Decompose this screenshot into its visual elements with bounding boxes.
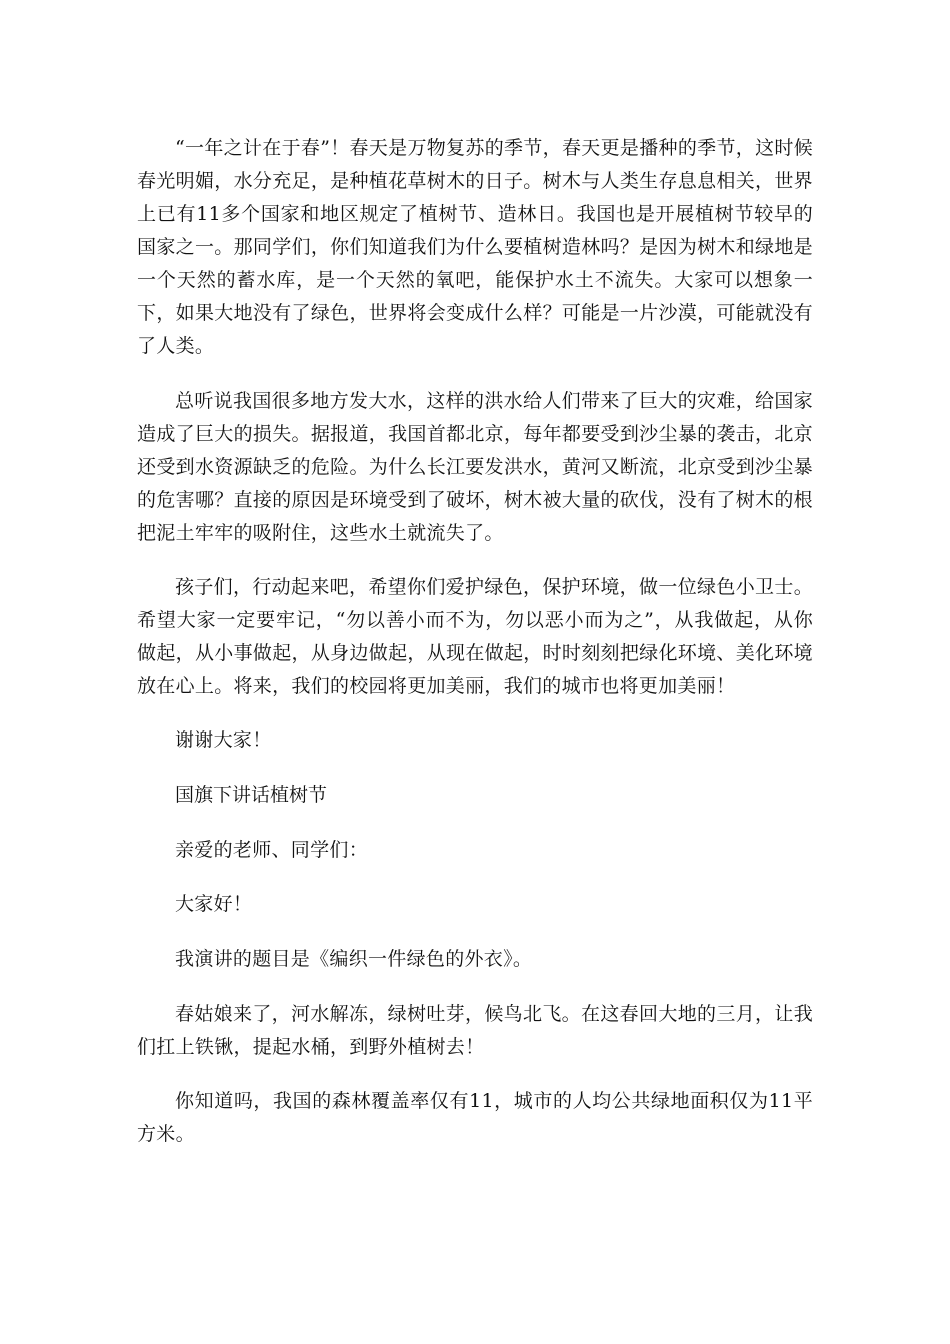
section-heading: 国旗下讲话植树节: [175, 784, 328, 806]
speech-greeting: 亲爱的老师、同学们：: [175, 839, 369, 861]
speech-hello: 大家好！: [175, 893, 253, 915]
speech-spring-paragraph: 春姑娘来了，河水解冻，绿树吐芽，候鸟北飞。在这春回大地的三月，让我们扛上铁锹，提起水桶，到野外植树去！: [137, 1003, 813, 1058]
paragraph-arbor-day-intro: “一年之计在于春”！春天是万物复苏的季节，春天更是播种的季节，这时候春光明媚，水分充足，是种植花草树木的日子。树木与人类生存息息相关，世界上已有11多个国家和地区规定了植树节、造林日。我国也是开展植树节较早的国家之一。那同学们，你们知道我们为什么要植树造林吗？是因为树木和绿地是一个天然的蓄水库，是一个天然的氧吧，能保护水土不流失。大家可以想象一下，如果大地没有了绿色，世界将会变成什么样？可能是一片沙漠，可能就没有了人类。: [137, 137, 813, 357]
paragraph-floods-and-sandstorms: 总听说我国很多地方发大水，这样的洪水给人们带来了巨大的灾难，给国家造成了巨大的损失。据报道，我国首都北京，每年都要受到沙尘暴的袭击，北京还受到水资源缺乏的危险。为什么长江要发洪水，黄河又断流，北京受到沙尘暴的危害哪？直接的原因是环境受到了破坏，树木被大量的砍伐，没有了树木的根把泥土牢牢的吸附住，这些水土就流失了。: [137, 390, 813, 544]
speech-forest-coverage-paragraph: 你知道吗，我国的森林覆盖率仅有11，城市的人均公共绿地面积仅为11平方米。: [137, 1090, 813, 1145]
paragraph-thanks: 谢谢大家！: [175, 729, 272, 751]
paragraph-call-to-action: 孩子们，行动起来吧，希望你们爱护绿色，保护环境，做一位绿色小卫士。希望大家一定要牢记，“勿以善小而不为，勿以恶小而为之”，从我做起，从你做起，从小事做起，从身边做起，从现在做起，时时刻刻把绿化环境、美化环境放在心上。将来，我们的校园将更加美丽，我们的城市也将更加美丽！: [137, 576, 813, 697]
speech-title: 我演讲的题目是《编织一件绿色的外衣》。: [175, 948, 533, 970]
